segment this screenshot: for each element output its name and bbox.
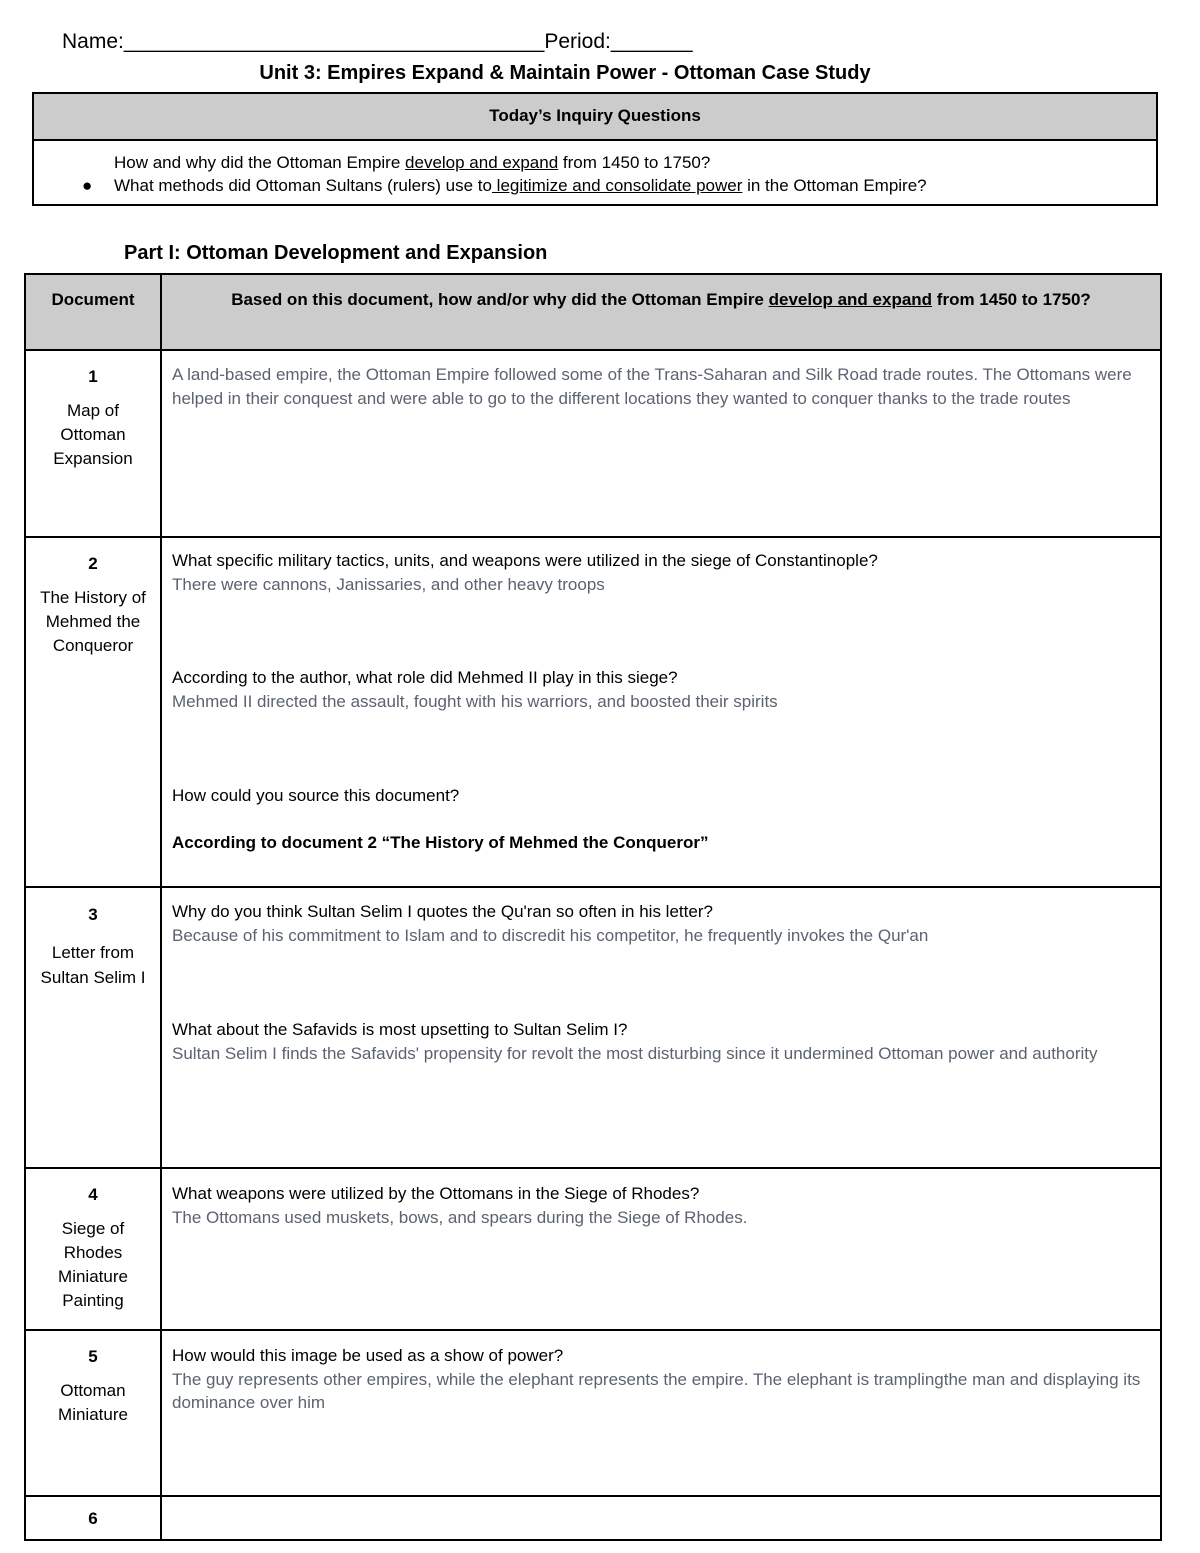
inquiry-box (32, 92, 1158, 206)
inquiry-question-1: How and why did the Ottoman Empire develop and expand from 1450 to 1750? (114, 153, 711, 172)
answer-text[interactable]: The guy represents other empires, while the elephant represents the empire. The elephant is tramplingthe man and displaying its dominance over him (172, 1369, 1141, 1412)
name-label: Name: (62, 30, 124, 53)
period-label: Period: (544, 30, 611, 53)
table-row (25, 1168, 1161, 1330)
answer-cell-5[interactable] (161, 1330, 1161, 1496)
table-row (25, 1496, 1161, 1540)
answer-text[interactable]: Because of his commitment to Islam and to discredit his competitor, he frequently invokes the Qur'an (172, 925, 929, 945)
bullet-icon: ● (82, 176, 93, 195)
answer-text[interactable]: There were cannons, Janissaries, and other heavy troops (172, 574, 605, 594)
question-text: How could you source this document? (172, 786, 460, 805)
answer-text[interactable]: According to document 2 “The History of Mehmed the Conqueror” (172, 832, 709, 852)
question-text: According to the author, what role did Mehmed II play in this siege? (172, 668, 678, 687)
question-text: What weapons were utilized by the Ottomans in the Siege of Rhodes? (172, 1184, 700, 1203)
doc-cell-5: 5 Ottoman Miniature (25, 1330, 161, 1496)
doc-cell-3: 3 Letter from Sultan Selim I (25, 887, 161, 1168)
answer-cell-1[interactable] (161, 350, 1161, 537)
doc-cell-1: 1 Map of Ottoman Expansion (25, 350, 161, 537)
answer-cell-2[interactable] (161, 537, 1161, 887)
part-1-title: Part I: Ottoman Development and Expansion (124, 242, 548, 264)
doc-cell-4: 4 Siege of Rhodes Miniature Painting (25, 1168, 161, 1330)
answer-text[interactable]: Mehmed II directed the assault, fought with his warriors, and boosted their spirits (172, 691, 778, 711)
table-row (25, 1330, 1161, 1496)
question-text: Why do you think Sultan Selim I quotes the Qu'ran so often in his letter? (172, 902, 713, 921)
col-document-header: Document (25, 274, 161, 350)
table-row (25, 887, 1161, 1168)
answer-text[interactable]: Sultan Selim I finds the Safavids' propensity for revolt the most disturbing since it undermined Ottoman power and authority (172, 1043, 1098, 1063)
name-blank[interactable]: ____________________________________ (123, 30, 545, 53)
inquiry-question-2: ● What methods did Ottoman Sultans (rulers) use to legitimize and consolidate power in the Ottoman Empire? (82, 176, 927, 195)
question-text: What specific military tactics, units, and weapons were utilized in the siege of Constantinople? (172, 551, 878, 570)
col-question-header: Based on this document, how and/or why did the Ottoman Empire develop and expand from 1450 to 1750? (161, 274, 1161, 350)
table-row (25, 537, 1161, 887)
question-text: What about the Safavids is most upsetting to Sultan Selim I? (172, 1020, 628, 1039)
document-table (24, 273, 1162, 1541)
period-blank[interactable]: _______ (610, 30, 693, 53)
answer-cell-3[interactable] (161, 887, 1161, 1168)
answer-cell-6[interactable] (161, 1496, 1161, 1540)
answer-text[interactable]: The Ottomans used muskets, bows, and spears during the Siege of Rhodes. (172, 1207, 748, 1227)
doc-cell-2: 2 The History of Mehmed the Conqueror (25, 537, 161, 887)
inquiry-heading: Today’s Inquiry Questions (34, 94, 1156, 141)
question-text: How would this image be used as a show of power? (172, 1346, 564, 1365)
answer-cell-4[interactable] (161, 1168, 1161, 1330)
table-row (25, 350, 1161, 537)
page-title: Unit 3: Empires Expand & Maintain Power - Ottoman Case Study (259, 62, 871, 84)
doc-cell-6: 6 (25, 1496, 161, 1540)
inquiry-questions (34, 141, 1156, 197)
answer-text[interactable]: A land-based empire, the Ottoman Empire followed some of the Trans-Saharan and Silk Road trade routes. The Ottomans were helped in their conquest and were able to go to the different locations they wanted to conquer thanks to the trade routes (172, 365, 1132, 408)
table-header-row (25, 274, 1161, 350)
name-period-line (62, 30, 693, 54)
